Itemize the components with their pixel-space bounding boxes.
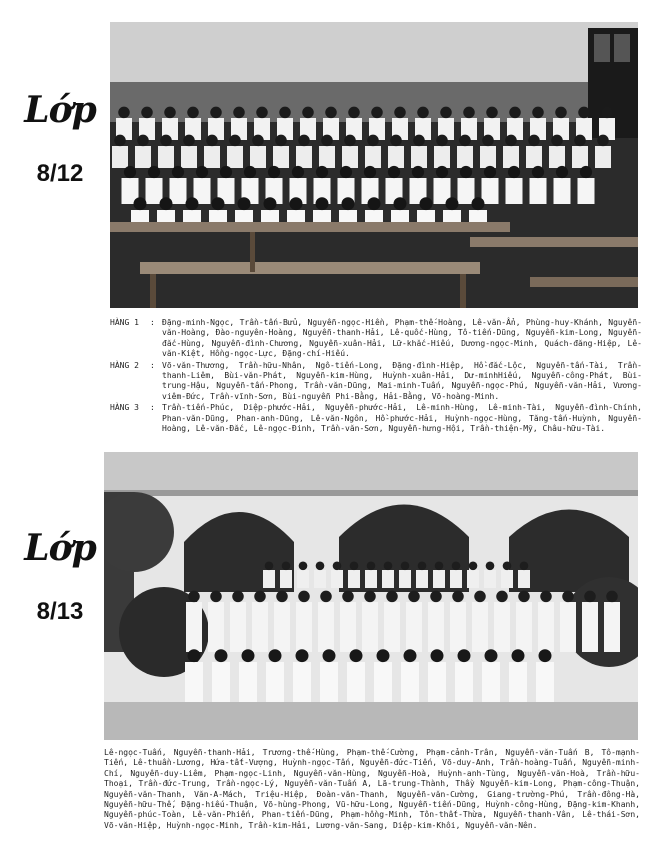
student-head [367, 561, 376, 570]
student-figure [455, 662, 473, 702]
student-head [238, 197, 251, 210]
student-figure [274, 602, 290, 652]
student-head [160, 135, 172, 147]
class-8-13-photo-art [104, 452, 638, 740]
student-head [472, 197, 485, 210]
student-head [401, 561, 410, 570]
student-head [256, 107, 268, 119]
student-figure [280, 570, 292, 588]
student-figure [209, 210, 227, 224]
student-head [436, 166, 448, 178]
student-head [148, 166, 160, 178]
student-head [512, 649, 525, 662]
student-figure [399, 570, 411, 588]
student-figure [433, 570, 445, 588]
row-names: Trần-tiến-Phúc, Diệp-phước-Hải, Nguyễn-phước-Hải, Lê-minh-Hùng, Lê-minh-Tài, Nguyễn-đình-Chính, Phan-văn-Dũng, Phan-anh-Dũng, Lê-văn-Ngôn, Hồ-phước-Hải, Huỳnh-ngọc-Hùng, Tăng-tấn-Huỳnh, Nguyễn-Hoàng, Lê-văn-Đắc, Lê-ngọc-Đinh, Trần-văn-Sơn, Nguyễn-hưng-Hội, Trần-thiện-Mỹ, Châu-hữu-Tài. [162, 403, 642, 434]
student-head [436, 135, 448, 147]
student-head [364, 166, 376, 178]
student-figure [467, 570, 479, 588]
student-head [452, 591, 464, 603]
student-figure [181, 146, 197, 168]
student-figure [382, 570, 394, 588]
student-head [268, 166, 280, 178]
student-head [114, 135, 126, 147]
student-head [206, 135, 218, 147]
student-head [452, 561, 461, 570]
student-figure [411, 146, 427, 168]
student-figure [443, 210, 461, 224]
caption-row-2 [110, 361, 642, 403]
student-head [520, 561, 529, 570]
student-head [212, 197, 225, 210]
class-heading-word: Lớp [24, 89, 96, 131]
student-figure [469, 210, 487, 224]
student-head [299, 561, 308, 570]
student-figure [374, 662, 392, 702]
student-figure [320, 662, 338, 702]
student-figure [212, 662, 230, 702]
student-head [210, 107, 222, 119]
student-head [486, 561, 495, 570]
student-head [384, 561, 393, 570]
student-head [233, 107, 245, 119]
student-figure [554, 178, 571, 204]
student-head [394, 107, 406, 119]
student-head [371, 107, 383, 119]
student-figure [204, 146, 220, 168]
student-head [390, 135, 402, 147]
student-figure [186, 602, 202, 652]
student-figure [450, 570, 462, 588]
student-figure [518, 570, 530, 588]
row-label: HÀNG 3 [110, 403, 139, 413]
student-figure [287, 210, 305, 224]
class-8-12-photo-art [110, 22, 638, 308]
student-head [508, 166, 520, 178]
student-figure [250, 146, 266, 168]
student-figure [365, 210, 383, 224]
student-head [430, 591, 442, 603]
student-figure [183, 210, 201, 224]
student-figure [572, 146, 588, 168]
student-head [229, 135, 241, 147]
row-separator: : [150, 403, 155, 413]
class-8-13-names: Lê-ngọc-Tuấn, Nguyễn-thanh-Hải, Trương-thế-Hùng, Phạm-thế-Cường, Phạm-cảnh-Trân, Nguyễn-văn-Tuấn B, Tô-mạnh-Tiến, Lê-thuần-Lương, Hứa-tất-Vượng, Huỳnh-ngọc-Tấn, Nguyễn-đức-Tiến, Võ-duy-Anh, Trần-hoàng-Tuấn, Nguyễn-minh-Chí, Nguyễn-duy-Liêm, Phạm-ngọc-Linh, Nguyễn-văn-Hùng, Nguyễn-Hoà, Huỳnh-anh-Tùng, Nguyễn-văn-Hoà, Trần-hữu-Thoại, Trần-đức-Trung, Trần-ngọc-Lý, Nguyễn-văn-Tuấn A, Lã-trung-Thành, Thầy Nguyễn-kim-Long, Phạm-công-Thuận, Nguyễn-văn-Thanh, Văn-A-Mách, Triệu-Hiệp, Đoàn-văn-Thanh, Nguyễn-văn-Cường, Giang-trường-Phú, Trần-đông-Hà, Nguyễn-hữu-Thế, Đặng-hiếu-Thuận, Võ-hùng-Phong, Vũ-hữu-Long, Nguyễn-tiến-Dũng, Huỳnh-công-Hùng, Đặng-kim-Khanh, Nguyễn-phúc-Toàn, Lê-văn-Phiến, Phan-tiến-Dũng, Phạm-hồng-Minh, Tôn-thất-Thừa, Nguyễn-thanh-Vân, Lê-thái-Sơn, Võ-văn-Hiệp, Huỳnh-ngọc-Minh, Trần-kim-Hải, Lương-văn-Sang, Diệp-kim-Khôi, Nguyễn-văn-Nên. [104, 748, 640, 830]
student-head [220, 166, 232, 178]
student-head [528, 135, 540, 147]
student-head [290, 197, 303, 210]
student-head [574, 135, 586, 147]
student-figure [509, 662, 527, 702]
student-head [215, 649, 228, 662]
student-figure [362, 602, 378, 652]
student-figure [348, 570, 360, 588]
student-figure [560, 602, 576, 652]
class-8-13-captions [104, 748, 640, 831]
student-head [275, 135, 287, 147]
student-head [532, 107, 544, 119]
student-figure [506, 178, 523, 204]
row-separator: : [150, 360, 155, 370]
student-head [420, 197, 433, 210]
caption-row-1 [110, 318, 642, 360]
student-head [601, 107, 613, 119]
student-head [118, 107, 130, 119]
student-head [183, 135, 195, 147]
student-head [364, 591, 376, 603]
student-head [321, 135, 333, 147]
student-figure [296, 602, 312, 652]
student-head [325, 107, 337, 119]
student-figure [549, 146, 565, 168]
student-figure [472, 602, 488, 652]
student-head [350, 561, 359, 570]
student-head [469, 561, 478, 570]
student-figure [227, 146, 243, 168]
student-head [342, 197, 355, 210]
student-head [348, 107, 360, 119]
student-figure [339, 210, 357, 224]
student-figure [384, 602, 400, 652]
student-figure [578, 178, 595, 204]
student-head [124, 166, 136, 178]
student-head [282, 561, 291, 570]
student-head [463, 107, 475, 119]
student-head [164, 107, 176, 119]
student-figure [458, 178, 475, 204]
student-figure [428, 602, 444, 652]
student-head [264, 197, 277, 210]
student-head [578, 107, 590, 119]
student-figure [484, 570, 496, 588]
student-head [556, 166, 568, 178]
student-figure [536, 662, 554, 702]
student-figure [131, 210, 149, 224]
student-head [597, 135, 609, 147]
student-head [296, 649, 309, 662]
student-head [342, 591, 354, 603]
student-head [187, 107, 199, 119]
student-head [134, 197, 147, 210]
student-head [394, 197, 407, 210]
student-figure [434, 146, 450, 168]
student-figure [503, 146, 519, 168]
student-figure [342, 146, 358, 168]
student-head [482, 135, 494, 147]
student-figure [185, 662, 203, 702]
student-head [316, 197, 329, 210]
student-figure [538, 602, 554, 652]
student-head [298, 135, 310, 147]
student-head [518, 591, 530, 603]
student-head [440, 107, 452, 119]
student-head [188, 591, 200, 603]
student-figure [406, 602, 422, 652]
student-head [584, 591, 596, 603]
student-figure [416, 570, 428, 588]
class-8-12-photo [110, 22, 638, 308]
student-head [320, 591, 332, 603]
student-figure [293, 662, 311, 702]
student-figure [340, 602, 356, 652]
student-figure [239, 662, 257, 702]
student-figure [365, 146, 381, 168]
row-separator: : [150, 318, 155, 327]
student-head [254, 591, 266, 603]
student-figure [388, 146, 404, 168]
student-head [509, 107, 521, 119]
student-figure [314, 570, 326, 588]
row-label: HÀNG 2 [110, 360, 139, 370]
student-figure [482, 178, 499, 204]
student-head [413, 135, 425, 147]
class-8-13-photo [104, 452, 638, 740]
student-head [298, 591, 310, 603]
student-figure [252, 602, 268, 652]
student-head [276, 591, 288, 603]
student-head [580, 166, 592, 178]
student-head [333, 561, 342, 570]
student-head [196, 166, 208, 178]
student-head [412, 166, 424, 178]
student-head [404, 649, 417, 662]
student-head [232, 591, 244, 603]
student-head [496, 591, 508, 603]
student-head [265, 561, 274, 570]
student-head [505, 135, 517, 147]
student-figure [170, 178, 187, 204]
student-head [323, 649, 336, 662]
student-head [186, 197, 199, 210]
student-figure [158, 146, 174, 168]
class-number: 8/12 [36, 160, 84, 187]
student-head [540, 591, 552, 603]
class-heading-word: Lớp [24, 527, 96, 569]
student-head [292, 166, 304, 178]
student-head [486, 107, 498, 119]
class-number: 8/13 [36, 598, 84, 625]
student-figure [501, 570, 513, 588]
student-head [474, 591, 486, 603]
student-head [485, 649, 498, 662]
student-head [458, 649, 471, 662]
student-head [252, 135, 264, 147]
student-figure [595, 146, 611, 168]
class-8-13-heading [14, 528, 106, 626]
student-head [244, 166, 256, 178]
student-head [417, 107, 429, 119]
class-8-12-heading [14, 90, 106, 188]
student-figure [494, 602, 510, 652]
student-head [368, 197, 381, 210]
student-head [555, 107, 567, 119]
student-figure [530, 178, 547, 204]
student-figure [157, 210, 175, 224]
student-head [551, 135, 563, 147]
student-figure [313, 210, 331, 224]
student-head [388, 166, 400, 178]
student-figure [582, 602, 598, 652]
student-figure [266, 662, 284, 702]
student-figure [273, 146, 289, 168]
student-head [160, 197, 173, 210]
student-figure [331, 570, 343, 588]
student-head [484, 166, 496, 178]
student-figure [347, 662, 365, 702]
student-head [316, 561, 325, 570]
class-8-12-captions [110, 318, 642, 435]
student-figure [261, 210, 279, 224]
student-figure [235, 210, 253, 224]
student-figure [516, 602, 532, 652]
row-names: Đặng-minh-Ngọc, Trần-tấn-Bửu, Nguyễn-ngọc-Hiền, Phạm-thế-Hoàng, Lê-văn-Ẩn, Phùng-huy-Khánh, Nguyễn-văn-Hoàng, Đào-nguyên-Hoàng, Nguyễn-thanh-Hải, Lê-quốc-Hùng, Tô-tiến-Dũng, Nguyễn-kim-Long, Nguyễn-đắc-Hùng, Nguyễn-đình-Chương, Nguyễn-xuân-Hải, Lữ-khắc-Hiếu, Dương-ngọc-Minh, Quách-đăng-Hiệp, Lê-văn-Kiệt, Hồng-ngọc-Lực, Đặng-chí-Hiếu. [162, 318, 642, 359]
student-head [446, 197, 459, 210]
student-figure [318, 602, 334, 652]
row-label: HÀNG 1 [110, 318, 139, 327]
student-head [377, 649, 390, 662]
student-head [172, 166, 184, 178]
student-head [503, 561, 512, 570]
student-head [137, 135, 149, 147]
student-figure [365, 570, 377, 588]
student-head [386, 591, 398, 603]
student-head [344, 135, 356, 147]
student-figure [319, 146, 335, 168]
student-head [269, 649, 282, 662]
student-figure [391, 210, 409, 224]
student-figure [480, 146, 496, 168]
student-head [431, 649, 444, 662]
student-head [279, 107, 291, 119]
student-head [562, 591, 574, 603]
student-head [302, 107, 314, 119]
student-head [141, 107, 153, 119]
student-head [460, 166, 472, 178]
student-figure [146, 178, 163, 204]
student-head [408, 591, 420, 603]
student-head [316, 166, 328, 178]
student-figure [208, 602, 224, 652]
student-head [188, 649, 201, 662]
student-figure [450, 602, 466, 652]
row-names: Võ-văn-Thương, Trần-hữu-Nhân, Ngô-tiến-Long, Đặng-đình-Hiệp, Hồ-đắc-Lộc, Nguyễn-tấn-Tài, Trần-thanh-Liêm, Bùi-văn-Phát, Nguyễn-kim-Hùng, Huỳnh-xuân-Hải, Dư-minhHiếu, Nguyễn-công-Phát, Bùi-trung-Hậu, Nguyễn-tấn-Phong, Trần-văn-Dũng, Mai-minh-Tuấn, Nguyễn-ngọc-Phú, Nguyễn-văn-Hải, Vương-viêm-Đức, Trần-vĩnh-Sơn, Bùi-nguyễn Phi-Bằng, Hải-Bằng, Võ-hoàng-Minh. [162, 360, 642, 401]
student-figure [482, 662, 500, 702]
student-figure [428, 662, 446, 702]
student-head [340, 166, 352, 178]
student-figure [526, 146, 542, 168]
student-head [459, 135, 471, 147]
student-figure [417, 210, 435, 224]
student-figure [263, 570, 275, 588]
student-head [367, 135, 379, 147]
student-head [435, 561, 444, 570]
student-figure [297, 570, 309, 588]
student-figure [230, 602, 246, 652]
student-figure [296, 146, 312, 168]
student-head [532, 166, 544, 178]
student-head [210, 591, 222, 603]
student-head [539, 649, 552, 662]
student-figure [604, 602, 620, 652]
student-head [418, 561, 427, 570]
student-head [606, 591, 618, 603]
caption-row-3 [110, 403, 642, 434]
student-head [350, 649, 363, 662]
student-head [242, 649, 255, 662]
student-figure [135, 146, 151, 168]
student-figure [112, 146, 128, 168]
student-figure [401, 662, 419, 702]
student-figure [457, 146, 473, 168]
